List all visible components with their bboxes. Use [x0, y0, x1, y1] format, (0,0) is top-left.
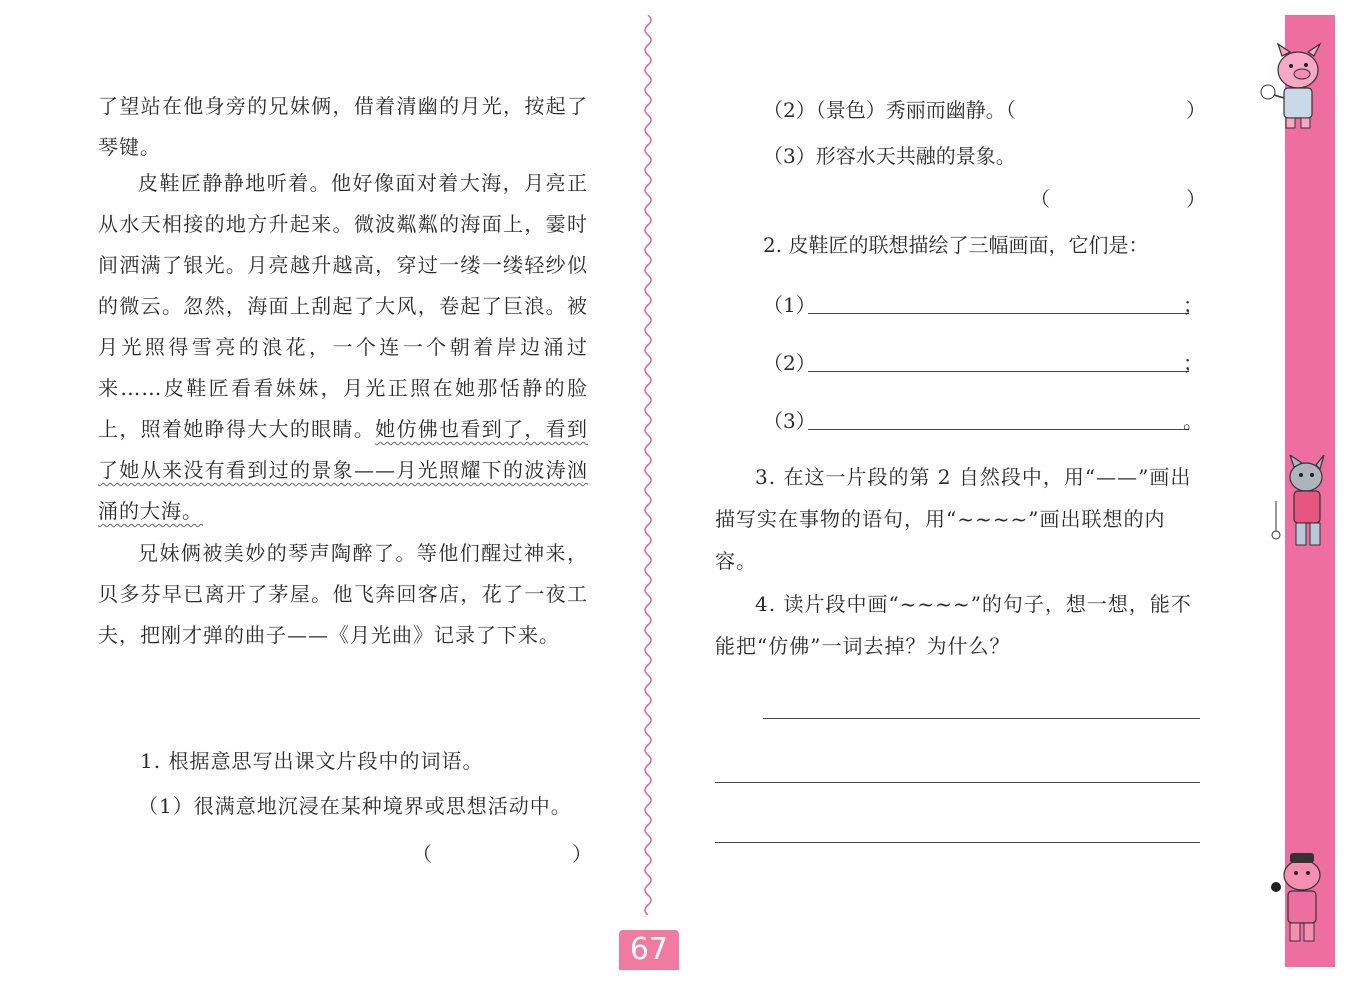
- question-3: 3. 在这一片段的第 2 自然段中，用“——”画出描写实在事物的语句，用“~~~~”画出联想的内容。: [715, 465, 1192, 573]
- question-2-title: 2. 皮鞋匠的联想描绘了三幅画面，它们是：: [763, 233, 1149, 257]
- answer-punct: 。: [1183, 409, 1203, 433]
- answer-line[interactable]: [763, 718, 1200, 719]
- paragraph-2: [98, 163, 588, 532]
- answer-number: （1）: [763, 293, 816, 317]
- answer-punct: ；: [1183, 351, 1203, 375]
- page-number: 67: [629, 932, 669, 967]
- pig-mascot-icon: [1258, 40, 1336, 132]
- question-4: 4. 读片段中画“~~~~”的句子，想一想，能不能把“仿佛”一词去掉？为什么？: [715, 592, 1192, 658]
- answer-line[interactable]: [808, 313, 1189, 314]
- answer-paren-close: ）: [1186, 187, 1206, 211]
- answer-punct: ；: [1183, 293, 1203, 317]
- question-1-item-2: （2）（景色）秀丽而幽静。（: [763, 98, 1016, 122]
- answer-paren-open: （: [412, 842, 432, 866]
- answer-row-1[interactable]: [763, 289, 1203, 319]
- fox-mascot-icon: [1262, 845, 1338, 945]
- wavy-underlined-sentence: 她仿佛也看到了，看到了她从来没有看到过的景象——月光照耀下的波涛汹涌的大海。: [98, 417, 589, 523]
- answer-row-3[interactable]: [763, 405, 1203, 435]
- answer-line[interactable]: [808, 429, 1189, 430]
- page-divider: [640, 15, 656, 915]
- answer-line[interactable]: [715, 782, 1200, 783]
- answer-number: （3）: [763, 409, 816, 433]
- question-1-item-3: （3）形容水天共融的景象。: [763, 144, 1016, 168]
- answer-line[interactable]: [715, 842, 1200, 843]
- wolf-mascot-icon: [1268, 455, 1338, 555]
- paragraph-3: 兄妹俩被美妙的琴声陶醉了。等他们醒过神来，贝多芬早已离开了茅屋。他飞奔回客店，花了一夜工夫，把刚才弹的曲子——《月光曲》记录了下来。: [98, 541, 588, 647]
- answer-number: （2）: [763, 351, 816, 375]
- question-1-title: 1. 根据意思写出课文片段中的词语。: [140, 749, 484, 773]
- answer-line[interactable]: [808, 371, 1189, 372]
- paragraph-2-text: 皮鞋匠静静地听着。他好像面对着大海，月亮正从水天相接的地方升起来。微波粼粼的海面上，霎时间洒满了银光。月亮越升越高，穿过一缕一缕轻纱似的微云。忽然，海面上刮起了大风，卷起了巨浪。被月光照得雪亮的浪花，一个连一个朝着岸边涌过来……皮鞋匠看看妹妹，月光正照在她那恬静的脸上，照着她睁得大大的眼睛。: [98, 171, 588, 441]
- answer-paren-open: （: [1030, 187, 1050, 211]
- answer-paren-close: ）: [1186, 98, 1206, 122]
- answer-row-2[interactable]: [763, 347, 1203, 377]
- paragraph-1: 了望站在他身旁的兄妹俩，借着清幽的月光，按起了琴键。: [98, 94, 588, 159]
- question-1-item-1: （1）很满意地沉浸在某种境界或思想活动中。: [138, 794, 572, 818]
- answer-paren-close: ）: [572, 842, 592, 866]
